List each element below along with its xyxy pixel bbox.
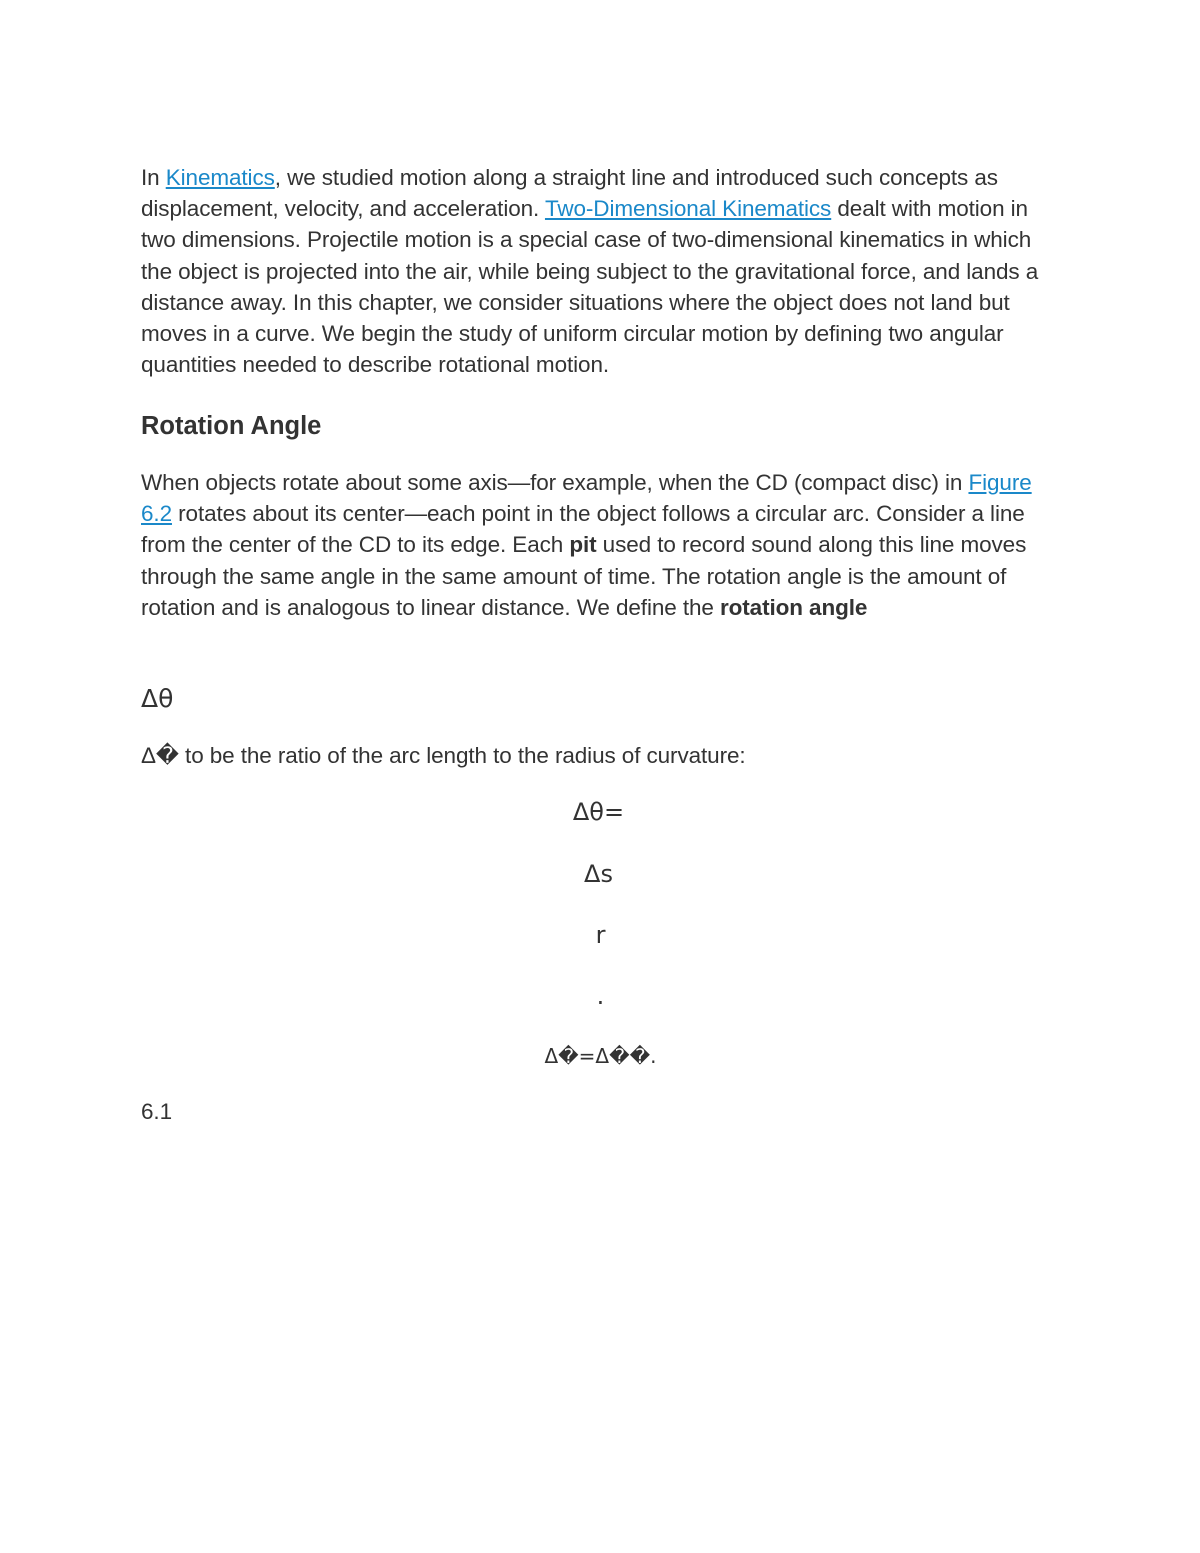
pit-term: pit — [569, 532, 597, 558]
intro-text-1: In — [141, 165, 166, 190]
equation-numerator: Δs — [584, 860, 613, 888]
equation-denominator: r — [595, 921, 606, 949]
kinematics-link[interactable]: Kinematics — [165, 165, 275, 190]
two-dimensional-kinematics-link[interactable]: Two-Dimensional Kinematics — [544, 196, 832, 222]
figure-6-2-link[interactable]: Figure 6.2 — [141, 470, 1032, 527]
intro-text-3: dealt with motion in two dimensions. Projectile motion is a special case of two-dimensional kinematics in which the object is projected into the air, while being subject to the gravitational force, and lands a distance away. In this chapter, we consider situations where the object does not land but moves in a curve. We begin the study of uniform circular motion by defining two angular quantities needed to describe rotational motion. — [141, 196, 1039, 378]
equation-lhs: Δθ= — [572, 798, 625, 826]
equation-period: . — [596, 982, 605, 1010]
rotation-angle-term: rotation angle — [719, 594, 868, 620]
ratio-definition: Δ� to be the ratio of the arc length to the radius of curvature: — [141, 743, 746, 768]
delta-theta-symbol: Δθ — [141, 684, 174, 713]
section-text-1: When objects rotate about some axis—for example, when the CD (compact disc) in — [141, 470, 969, 495]
intro-text-2: , we studied motion along a straight line and introduced such concepts as displacement, velocity, and acceleration. — [141, 165, 998, 222]
equation-number: 6.1 — [141, 1099, 172, 1124]
section-text-3: used to record sound along this line moves through the same angle in the same amount of time. The rotation angle is the amount of rotation and is analogous to linear distance. We define the — [141, 532, 1027, 620]
section-text-2: rotates about its center—each point in the object follows a circular arc. Consider a line from the center of the CD to its edge. Each — [141, 501, 1025, 558]
rotation-angle-paragraph — [141, 467, 1066, 623]
intro-paragraph — [141, 162, 1066, 380]
equation-fallback: Δ�=Δ��. — [544, 1044, 657, 1068]
section-heading: Rotation Angle — [141, 412, 322, 440]
